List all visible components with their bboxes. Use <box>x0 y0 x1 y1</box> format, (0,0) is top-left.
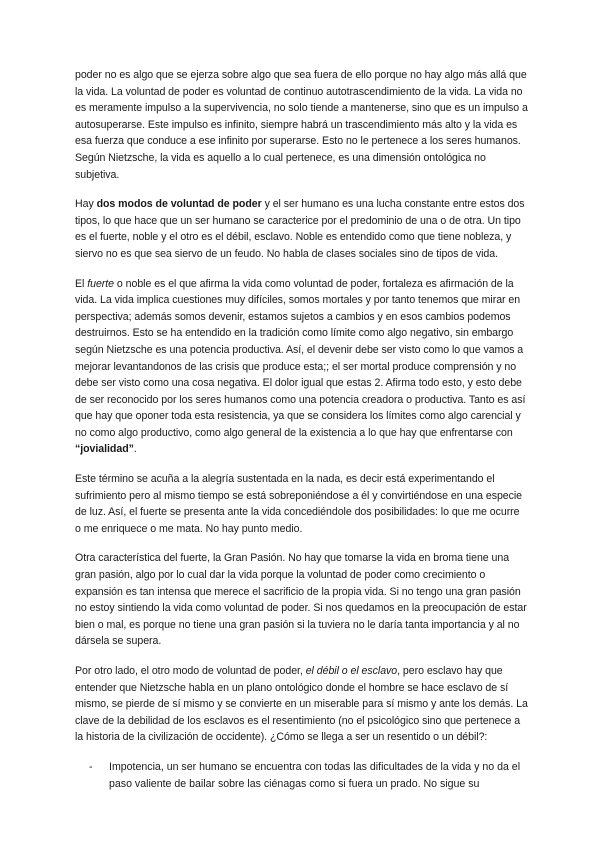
text-run: Este término se acuña a la alegría sustentada en la nada, es decir está experimentando el sufrimiento pero al mismo tiempo se está sobreponiéndose a él y convirtiéndose en una especie de luz. Así, el fuerte se presenta ante la vida concediéndole dos posibilidades: lo que me ocurre o me enriquece o me mata. No hay punto medio. <box>75 473 523 535</box>
bullet-list <box>75 759 528 792</box>
italic-text: fuerte <box>87 277 115 290</box>
paragraph <box>75 196 528 262</box>
bold-text: dos modos de voluntad de poder <box>96 198 262 211</box>
text-run: Por otro lado, el otro modo de voluntad de poder, <box>75 665 306 677</box>
text-run: El <box>75 277 88 290</box>
list-item-text: Impotencia, un ser humano se encuentra con todas las dificultades de la vida y no da el paso valiente de bailar sobre las ciénagas como si fuera un prado. No sigue su <box>109 760 521 790</box>
text-run: o noble es el que afirma la vida como voluntad de poder, fortaleza es afirmación de la vida. La vida implica cuestiones muy difíciles, somos mortales y por tanto tenemos que mirar en perspectiva; además somos devenir, estamos sujetos a cambios y en esos cambios podemos destruirnos. Esto se ha entendido en la tradición como límite como algo negativo, sin embargo según Nietzsche es una potencia productiva. Así, el devenir debe ser visto como lo que vamos a mejorar levantandonos de las crisis que produce esta;; el ser mortal produce comprensión y no debe ser visto como una cosa negativa. El dolor igual que estas 2. Afirma todo esto, y esto debe de ser reconocido por los seres humanos como una potencia creadora o productiva. Tanto es así que hay que oponer toda esta resistencia, ya que se considera los límites como algo carencial y no como algo productivo, como algo general de la existencia a lo que hay que enfrentarse con <box>75 277 526 439</box>
italic-text: el débil o el esclavo <box>305 665 398 677</box>
paragraph <box>75 471 528 537</box>
paragraph <box>75 550 528 650</box>
text-run: y el ser humano es una lucha constante entre estos dos tipos, lo que hace que un ser humano se caracterice por el predominio de una o de otra. Un tipo es el fuerte, noble y el otro es el débil, esclavo. Noble es entendido como que tiene nobleza, y siervo no es que sea siervo de un feudo. No habla de clases sociales sino de tipos de vida. <box>75 198 525 260</box>
list-item <box>75 759 528 792</box>
paragraph <box>75 276 528 459</box>
list-bullet: - <box>89 760 93 773</box>
paragraph <box>75 663 528 746</box>
bold-text: “jovialidad” <box>75 443 134 456</box>
document-body <box>75 67 528 746</box>
text-run: poder no es algo que se ejerza sobre algo que sea fuera de ello porque no hay algo más allá que la vida. La voluntad de poder es voluntad de continuo autotrascendimiento de la vida. La vida no es meramente impulso a la supervivencia, no solo tiende a mantenerse, sino que es un impulso a autosuperarse. Este impulso es infinito, siempre habrá un trascendimiento más alto y la vida es esa fuerza que conduce a ese infinito por superarse. Esto no le pertenece a los seres humanos. Según Nietzsche, la vida es aquello a lo cual pertenece, es una dimensión ontológica no subjetiva. <box>75 69 528 181</box>
text-run: . <box>133 443 137 456</box>
paragraph <box>75 67 528 183</box>
text-run: , pero esclavo hay que entender que Nietzsche habla en un plano ontológico donde el hombre se hace esclavo de sí mismo, se pierde de sí mismo y se convierte en un miserable para sí mismo y ante los demás. La clave de la debilidad de los esclavos es el resentimiento (no el psicológico sino que pertenece a la historia de la civilización de occidente). ¿Cómo se llega a ser un resentido o un débil?: <box>75 665 528 744</box>
text-run: Hay <box>75 198 97 211</box>
text-run: Otra característica del fuerte, la Gran Pasión. No hay que tomarse la vida en broma tiene una gran pasión, algo por lo cual dar la vida porque la voluntad de poder como crecimiento o expansión es tan intensa que merece el sacrificio de la propia vida. Si no tengo una gran pasión no estoy sintiendo la vida como voluntad de poder. Si nos quedamos en la preocupación de estar bien o mal, es porque no tiene una gran pasión si la tuviera no le daría tanta importancia y al no dársela se supera. <box>75 552 527 648</box>
